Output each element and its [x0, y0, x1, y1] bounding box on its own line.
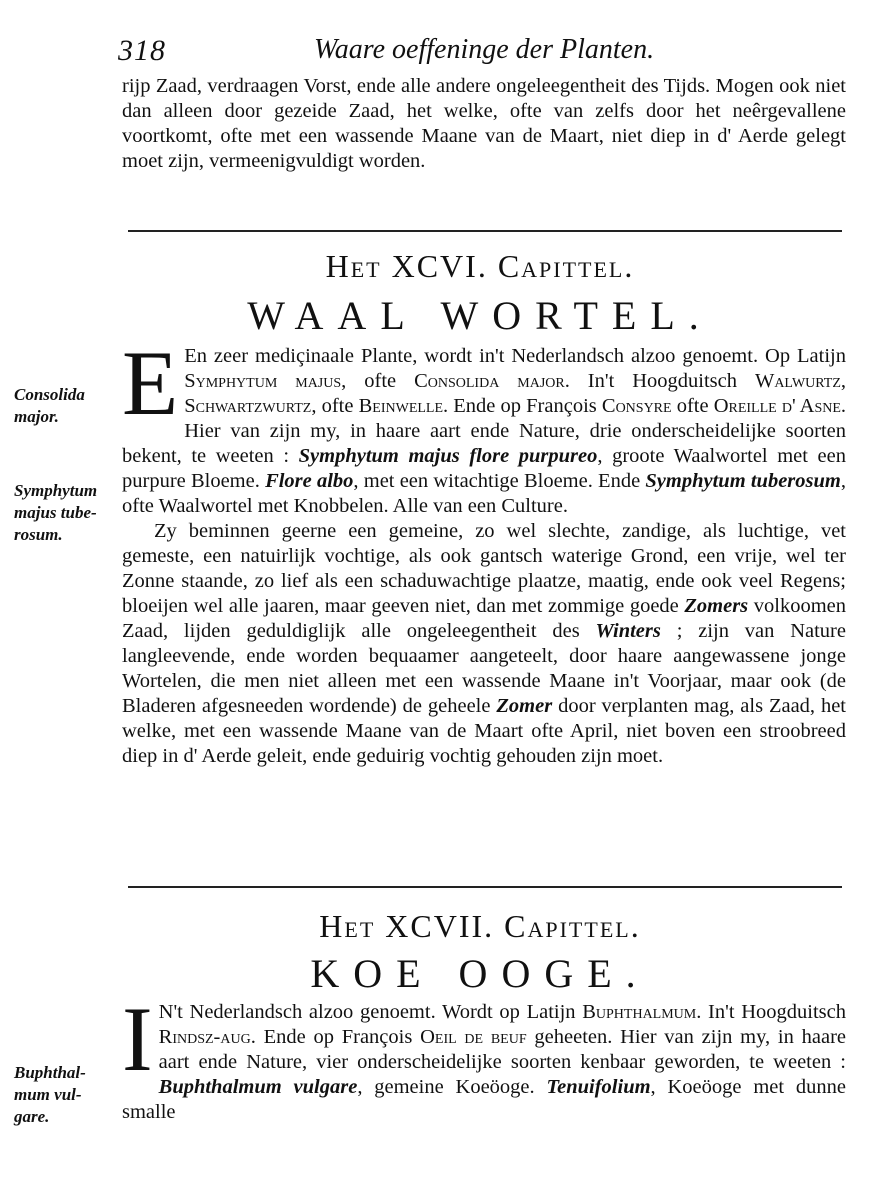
german-name: Schwartzwurtz	[184, 395, 312, 417]
margin-note-buphthalmum	[14, 1062, 126, 1128]
chapter-96-heading: Het XCVI. Capittel.	[325, 248, 635, 284]
page-number: 318	[118, 34, 166, 67]
margin-note-line: mum vul-	[14, 1085, 82, 1104]
text-run: ,	[840, 370, 846, 392]
text-run: , ofte	[341, 370, 415, 392]
french-name: Oeil de beuf	[420, 1026, 527, 1048]
german-name: Rindsz-aug	[158, 1026, 251, 1048]
text-run: Zy beminnen geerne een gemeine, zo wel slechte, zandige, als luchtige, vet gemeste, een natuirlijk vochtige, als ook gantsch waterige Grond, een vrije, wel ter Zonne staande, zo lief als een schaduwachtige plaatze, maatig, ende ook veel Regens; bloeijen wel alle jaaren, maar geeven niet, dan met zommige goede	[122, 520, 846, 617]
chapter-97-paragraph-1	[122, 988, 846, 1125]
running-title: Waare oeffeninge der Planten.	[314, 34, 655, 65]
text-run: , groote Waalwortel met een purpure Bloeme.	[122, 445, 846, 492]
italic-term: Zomers	[684, 595, 749, 617]
text-run: , Koeöoge met dunne smalle	[122, 1076, 846, 1123]
chapter-97-body	[122, 988, 846, 1125]
species-name: Flore albo	[265, 470, 354, 492]
margin-note-line: Buphthal-	[14, 1063, 86, 1082]
chapter-97-title: KOE OOGE.	[310, 951, 650, 996]
text-run: , met een witachtige Bloeme. Ende	[353, 470, 646, 492]
margin-note-line: major.	[14, 407, 59, 426]
intro-text: rijp Zaad, verdraagen Vorst, ende alle andere ongeleegentheit des Tijds. Mogen ook niet dan alleen door gezeide Zaad, het welke, ofte van zelfs door het neêrgevallene voortkomt, ofte met een wassende Maane van de Maart, niet diep in d' Aerde gelegt moet zijn, vermeenigvuldigt worden.	[122, 75, 846, 172]
section-divider	[128, 230, 842, 232]
species-name: Symphytum tuberosum	[645, 470, 841, 492]
chapter-96-paragraph-1	[122, 332, 847, 519]
text-run: . Ende op François	[443, 395, 602, 417]
margin-note-line: rosum.	[14, 525, 63, 544]
french-name: Consyre	[601, 395, 672, 417]
species-name: Tenuifolium	[546, 1076, 651, 1098]
margin-note-line: Symphytum	[14, 481, 98, 500]
latin-name: Buphthalmum	[582, 1001, 697, 1023]
chapter-97-heading: Het XCVII. Capittel.	[319, 908, 641, 944]
text-run: . In't Hoogduitsch	[696, 1001, 846, 1023]
text-run: , ofte	[311, 395, 359, 417]
text-run: . Hier van zijn my, in haare aart ende Nature, drie onderscheidelijke soorten bekent, te weeten :	[122, 395, 847, 467]
section-divider	[128, 886, 842, 888]
margin-note-line: Consolida	[14, 385, 85, 404]
margin-note-consolida	[14, 384, 126, 428]
italic-term: Winters	[595, 620, 661, 642]
text-run: . Ende op François	[250, 1026, 421, 1048]
species-name: Buphthalmum vulgare	[158, 1076, 358, 1098]
page-header	[118, 30, 838, 70]
text-run: . In't Hoogduitsch	[564, 370, 755, 392]
italic-term: Zomer	[496, 695, 553, 717]
german-name: Walwurtz	[754, 370, 841, 392]
text-run: , gemeine Koeöoge.	[357, 1076, 547, 1098]
text-run: ; zijn van Nature langleevende, ende worden bequaamer aangeteelt, door haare aangewassene jonge Wortelen, die men niet alleen met een wassende Maane in't Voorjaar, maar ook (de Bladeren afgesneeden wordende) de geheele	[122, 620, 846, 717]
german-name: Beinwelle	[358, 395, 444, 417]
text-run: door verplanten mag, als Zaad, het welke, met een wassende Maane van de Maart ofte April, niet boven een stroobreed diep in d' Aerde geleit, ende geduirig vochtig gehouden zijn moet.	[122, 695, 846, 767]
chapter-96-paragraph-2	[122, 519, 846, 769]
french-name: Oreille d' Asne	[713, 395, 841, 417]
drop-cap: E	[122, 332, 179, 434]
species-name: Symphytum majus flore purpureo	[298, 445, 598, 467]
drop-cap: I	[122, 988, 153, 1090]
chapter-96-body	[122, 332, 847, 769]
text-run: N't Nederlandsch alzoo genoemt. Wordt op Latijn	[158, 1001, 583, 1023]
chapter-96-title: WAAL WORTEL.	[247, 293, 713, 338]
text-run: geheeten. Hier van zijn my, in haare aart ende Nature, vier onderscheidelijke soorten kenbaar geworden, te weeten :	[158, 1026, 846, 1073]
margin-note-symphytum	[14, 480, 126, 546]
text-run: , ofte Waalwortel met Knobbelen. Alle van een Culture.	[122, 470, 846, 517]
margin-note-line: majus tube-	[14, 503, 97, 522]
margin-note-line: gare.	[14, 1107, 50, 1126]
text-run: En zeer mediçinaale Plante, wordt in't Nederlandsch alzoo genoemt. Op Latijn	[184, 345, 846, 367]
text-run: volkoomen Zaad, lijden geduldiglijk alle ongeleegentheit des	[122, 595, 846, 642]
text-run: ofte	[671, 395, 714, 417]
latin-name: Symphytum majus	[184, 370, 342, 392]
intro-paragraph	[122, 74, 846, 174]
latin-name: Consolida major	[414, 370, 565, 392]
